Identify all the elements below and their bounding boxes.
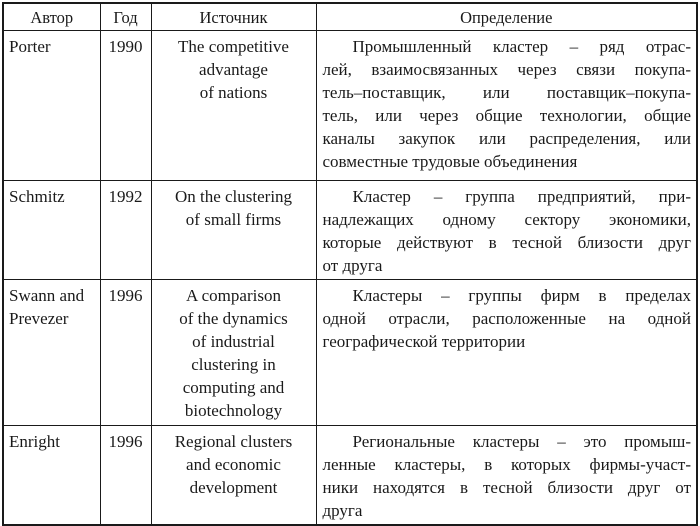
text-line: computing and [182, 378, 285, 397]
text-line: Кластер – группа предприятий, при- [352, 187, 691, 206]
header-author: Автор [3, 3, 100, 31]
text-line: друга [322, 501, 363, 520]
text-line: Swann and [9, 286, 85, 305]
definition-cell [316, 426, 697, 526]
text-line: clustering in [191, 355, 276, 374]
text-line: biotechnology [184, 401, 283, 420]
table-row [3, 280, 697, 426]
author-cell [3, 426, 100, 526]
table-row [3, 426, 697, 526]
text-line: Regional clusters [174, 432, 293, 451]
year-cell [100, 426, 151, 526]
text-line: Prevezer [9, 309, 69, 328]
author-cell [3, 280, 100, 426]
year-cell [100, 181, 151, 280]
text-line: of small firms [185, 210, 282, 229]
text-line: 1990 [108, 37, 143, 56]
definition-cell [316, 181, 697, 280]
header-year: Год [100, 3, 151, 31]
text-line: 1992 [108, 187, 143, 206]
text-line: Schmitz [9, 187, 65, 206]
text-line: лей, взаимосвязанных через связи покупа- [322, 60, 691, 79]
definition-cell [316, 280, 697, 426]
source-cell [151, 280, 316, 426]
table-row [3, 31, 697, 181]
table-header-row [3, 3, 697, 31]
text-line: advantage [199, 60, 268, 79]
text-line: of industrial [192, 332, 275, 351]
text-line: географической территории [322, 332, 526, 351]
table-body [3, 31, 697, 526]
cluster-definitions-table [2, 2, 698, 526]
author-cell [3, 31, 100, 181]
text-line: одной отрасли, расположенные на одной [322, 309, 691, 328]
text-line: and economic [186, 455, 281, 474]
text-line: Региональные кластеры – это промыш- [352, 432, 691, 451]
text-line: development [189, 478, 278, 497]
text-line: надлежащих одному сектору экономики, [322, 210, 691, 229]
text-line: Enright [9, 432, 60, 451]
text-line: ники находятся в тесной близости друг от [322, 478, 691, 497]
text-line: of nations [199, 83, 268, 102]
table-row [3, 181, 697, 280]
text-line: Кластеры – группы фирм в пределах [352, 286, 691, 305]
text-line: тель, или через общие технологии, общие [322, 106, 691, 125]
text-line: 1996 [108, 432, 143, 451]
year-cell [100, 280, 151, 426]
text-line: тель–поставщик, или поставщик–покупа- [322, 83, 691, 102]
text-line: каналы закупок или распределения, или [322, 129, 691, 148]
header-source: Источник [151, 3, 316, 31]
source-cell [151, 31, 316, 181]
source-cell [151, 181, 316, 280]
text-line: которые действуют в тесной близости друг [322, 233, 691, 252]
text-line: Промышленный кластер – ряд отрас- [352, 37, 691, 56]
definition-cell [316, 31, 697, 181]
header-definition: Определение [316, 3, 697, 31]
text-line: от друга [322, 256, 383, 275]
text-line: On the clustering [174, 187, 293, 206]
text-line: совместные трудовые объединения [322, 152, 578, 171]
text-line: Porter [9, 37, 51, 56]
text-line: A comparison [186, 286, 281, 305]
text-line: 1996 [108, 286, 143, 305]
text-line: The competitive [178, 37, 289, 56]
author-cell [3, 181, 100, 280]
source-cell [151, 426, 316, 526]
year-cell [100, 31, 151, 181]
text-line: ленные кластеры, в которых фирмы-участ- [322, 455, 691, 474]
text-line: of the dynamics [179, 309, 288, 328]
